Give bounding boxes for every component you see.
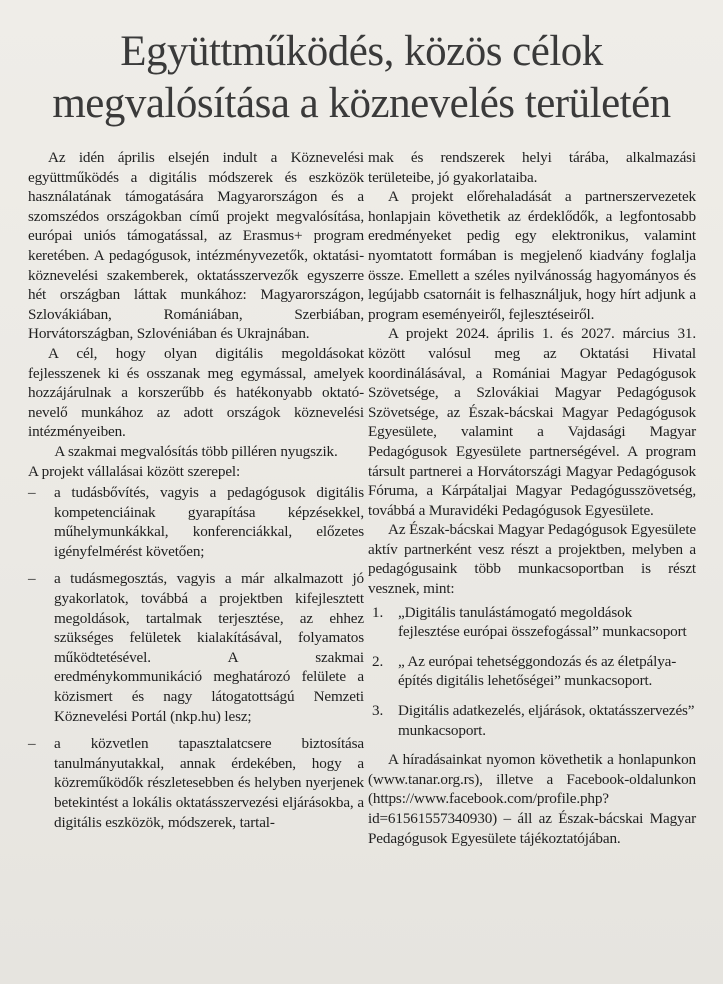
paragraph-association: Az Észak-bácskai Magyar Pedagógusok Egyesülete aktív partnerként vesz részt a projektben, melyben a pedagógusaink több munkacsoportban is részt vesznek, mint: (368, 521, 696, 598)
title-line-2: megvalósítása a köznevelés területén (52, 80, 671, 127)
paragraph-goal: A cél, hogy olyan digitális megoldásokat fejlesszenek ki és osszanak meg egymással, amelyek hozzájárulnak a korszerűbb és hatékonyabb oktató-nevelő munkához az adott országok köznevelési intézményeiben. (28, 344, 364, 441)
paragraph-commitments: A projekt vállalásai között szerepel: (28, 462, 241, 480)
paragraph-partners: A projekt 2024. április 1. és 2027. március 31. között valósul meg az Oktatási Hivatal koordinálásával, a Romániai Magyar Pedagógusok Szövetsége, a Szlovákiai Magyar Pedagógusok Szövetsége, az Észak-bácskai Magyar Pedagógusok Egyesülete, valamint a Vajdasági Magyar Pedagógusok Egyesülete partnerségével. A program társult partnerei a Horvátországi Magyar Pedagógusok Fóruma, a Kárpátaljai Magyar Pedagógusszövetség, továbbá a Muravidéki Pedagógusok Egyesülete. (368, 325, 696, 519)
title-line-1: Együttműködés, közös célok (120, 28, 603, 75)
list-item-text: a közvetlen tapasztalatcsere biztosítása tanulmányutakkal, annak érdekében, hogy a közreműködők részletesebben és helyben nyerjenek betekintést a lokális oktatásszervezési eljárásokba, a digitális eszközök, módszerek, tartal- (54, 735, 364, 831)
list-item-text: „Digitális tanulástámogató megoldások fejlesztése európai összefogással” munkacsoport (398, 603, 687, 641)
paragraph-progress: A projekt előrehaladását a partnerszervezetek honlapjain követhetik az érdeklődők, a legfontosabb eredményeket pedig egy elektronikus, valamint nyomtatott formában is megjelenő kiadvány foglalja össze. Emellett a széles nyilvánosság hagyományos és legújabb csatornáit is felhasználjuk, hogy hírt adjunk a program eseményeiről, fejlesztéseiről. (368, 188, 696, 323)
left-column (28, 148, 364, 840)
dash-marker: – (28, 484, 36, 502)
commitments-list (28, 483, 364, 832)
article-title (0, 26, 723, 130)
dash-marker: – (28, 735, 36, 753)
list-item-text: a tudásmegosztás, vagyis a már alkalmazott jó gyakorlatok, továbbá a projektben kifejlesztett megoldások, tartalmak terjesztése, az ehhez szükséges felületek kialakításával, folyamatos működtetésével. A szakmai eredménykommunikáció meghatározó felülete a közismert és nagy látogatottságú Nemzeti Köznevelési Portál (nkp.hu) lesz; (54, 570, 364, 725)
list-item (368, 652, 696, 691)
list-number: 3. (372, 702, 384, 720)
paragraph-pillars: A szakmai megvalósítás több pilléren nyugszik. (54, 442, 338, 460)
list-item-text: Digitális adatkezelés, eljárások, oktatásszervezés” munkacsoport. (398, 702, 695, 739)
list-item (368, 701, 696, 740)
paragraph-intro: Az idén április elsején indult a Köznevelési együttműködés a digitális módszerek és eszközök használatának támogatására Magyarországon és a szomszédos országokban című projekt megvalósítása, európai uniós támogatással, az Erasmus+ program keretében. A pedagógusok, intézményvezetők, oktatási-köznevelési szakemberek, oktatásszervezők egyszerre hét országban láttak munkához: Magyarországon, Szlovákiában, Romániában, Szerbiában, Horvátországban, Szlovéniában és Ukrajnában. (28, 149, 364, 343)
list-item-text: a tudásbővítés, vagyis a pedagógusok digitális kompetenciáinak gyarapítása képzésekkel, műhelymunkákkal, konferenciákkal, előzetes igényfelmérést követően; (54, 484, 364, 560)
list-number: 1. (372, 603, 384, 621)
list-item (28, 483, 364, 561)
paragraph-contact: A híradásainkat nyomon követhetik a honlapunkon (www.tanar.org.rs), illetve a Facebook-oldalunkon (https://www.facebook.com/profile.php?id=61561557340930) – áll az Észak-bácskai Magyar Pedagógusok Egyesülete tájékoztatójában. (368, 751, 696, 847)
list-item (28, 734, 364, 832)
paragraph-continuation: mak és rendszerek helyi tárába, alkalmazási területeibe, jó gyakorlataiba. (368, 149, 696, 186)
list-item (368, 603, 696, 642)
dash-marker: – (28, 570, 36, 588)
right-column (368, 148, 696, 848)
workgroup-list (368, 603, 696, 741)
list-item-text: „ Az európai tehetséggondozás és az életpálya-építés digitális lehetőségei” munkacsoport. (398, 652, 677, 690)
list-number: 2. (372, 652, 384, 670)
list-item (28, 569, 364, 726)
